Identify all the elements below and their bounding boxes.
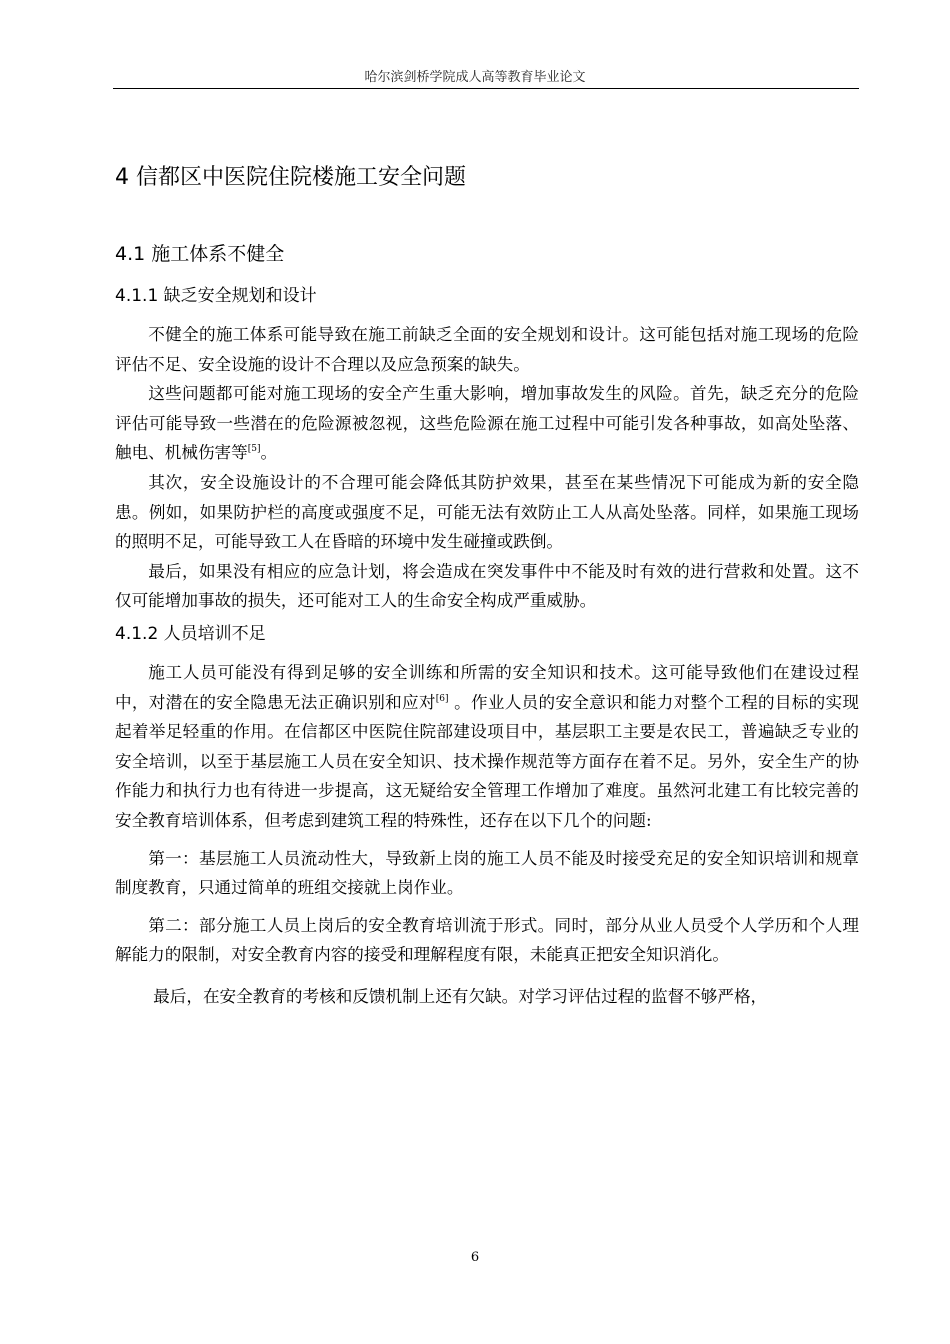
paragraph-text: 。作业人员的安全意识和能力对整个工程的目标的实现起着举足轻重的作用。在信都区中医院住院部建设项目中，基层职工主要是农民工，普遍缺乏专业的安全培训，以至于基层施工人员在安全知识、技术操作规范等方面存在着不足。另外，安全生产的协作能力和执行力也有待进一步提高，这无疑给安全管理工作增加了难度。虽然河北建工有比较完善的安全教育培训体系，但考虑到建筑工程的特殊性，还存在以下几个的问题: xyxy=(115,692,859,830)
running-header: 哈尔滨剑桥学院成人高等教育毕业论文 xyxy=(364,70,586,85)
paragraph xyxy=(115,379,859,468)
paragraph: 第二：部分施工人员上岗后的安全教育培训流于形式。同时，部分从业人员受个人学历和个人理解能力的限制，对安全教育内容的接受和理解程度有限，未能真正把安全知识消化。 xyxy=(115,915,859,965)
paragraph-text: 这些问题都可能对施工现场的安全产生重大影响，增加事故发生的风险。首先，缺乏充分的危险评估可能导致一些潜在的危险源被忽视，这些危险源在施工过程中可能引发各种事故，如高处坠落、触电、机械伤害等 xyxy=(115,384,859,463)
paragraph-text: 。 xyxy=(260,443,278,463)
paragraph: 最后，在安全教育的考核和反馈机制上还有欠缺。对学习评估过程的监督不够严格， xyxy=(153,986,768,1006)
page-body xyxy=(115,158,859,1011)
page-number: 6 xyxy=(470,1250,480,1265)
paragraph: 最后，如果没有相应的应急计划，将会造成在突发事件中不能及时有效的进行营救和处置。这不仅可能增加事故的损失，还可能对工人的生命安全构成严重威胁。 xyxy=(115,561,859,611)
paragraph xyxy=(115,658,859,836)
paragraph: 不健全的施工体系可能导致在施工前缺乏全面的安全规划和设计。这可能包括对施工现场的危险评估不足、安全设施的设计不合理以及应急预案的缺失。 xyxy=(115,325,859,374)
paragraph: 第一：基层施工人员流动性大，导致新上岗的施工人员不能及时接受充足的安全知识培训和规章制度教育，只通过简单的班组交接就上岗作业。 xyxy=(115,848,859,898)
paragraph-text: 施工人员可能没有得到足够的安全训练和所需的安全知识和技术。这可能导致他们在建设过程中，对潜在的安全隐患无法正确识别和应对 xyxy=(115,662,859,712)
header-divider xyxy=(113,88,859,89)
paragraph: 其次，安全设施设计的不合理可能会降低其防护效果，甚至在某些情况下可能成为新的安全隐患。例如，如果防护栏的高度或强度不足，可能无法有效防止工人从高处坠落。同样，如果施工现场的照明不足，可能导致工人在昏暗的环境中发生碰撞或跌倒。 xyxy=(115,472,859,552)
citation: [5] xyxy=(247,444,261,455)
section-heading-4-1: 4.1 施工体系不健全 xyxy=(115,243,285,265)
subsection-heading-4-1-1: 4.1.1 缺乏安全规划和设计 xyxy=(115,286,317,306)
chapter-heading: 4 信都区中医院住院楼施工安全问题 xyxy=(115,165,466,190)
citation: [6] xyxy=(435,693,449,704)
subsection-heading-4-1-2: 4.1.2 人员培训不足 xyxy=(115,623,266,644)
